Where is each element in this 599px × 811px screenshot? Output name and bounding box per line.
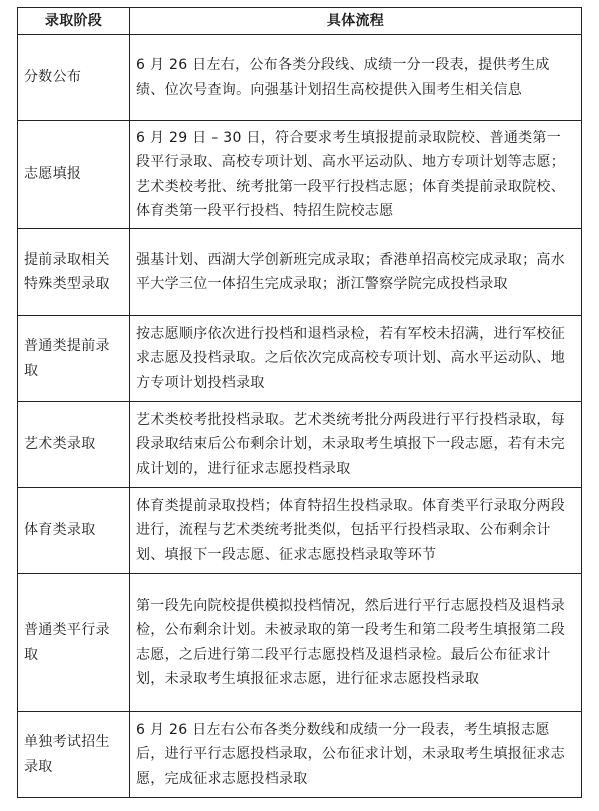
table-row <box>18 488 582 574</box>
table-row <box>18 229 582 316</box>
stage-cell: 普通类平行录取 <box>18 574 130 712</box>
flow-cell: 6 月 29 日 – 30 日，符合要求考生填报提前录取院校、普通类第一段平行录取、高校专项计划、高水平运动队、地方专项计划等志愿；艺术类校考批、统考批第一段平行投档志愿；体育类提前录取院校、体育类第一段平行投档、特招生院校志愿 <box>130 121 582 229</box>
stage-cell: 分数公布 <box>18 35 130 121</box>
stage-cell: 提前录取相关特殊类型录取 <box>18 229 130 316</box>
table-row <box>18 574 582 712</box>
flow-cell: 艺术类校考批投档录取。艺术类统考批分两段进行平行投档录取，每段录取结束后公布剩余计划，未录取考生填报下一段志愿，若有未完成计划的，进行征求志愿投档录取 <box>130 402 582 488</box>
flow-cell: 体育类提前录取投档；体育特招生投档录取。体育类平行录取分两段进行，流程与艺术类统考批类似，包括平行投档录取、公布剩余计划、填报下一段志愿、征求志愿投档录取等环节 <box>130 488 582 574</box>
table-row <box>18 316 582 402</box>
table-row <box>18 35 582 121</box>
stage-cell: 普通类提前录取 <box>18 316 130 402</box>
flow-cell: 6 月 26 日左右，公布各类分段线、成绩一分一段表，提供考生成绩、位次号查询。向强基计划招生高校提供入围考生相关信息 <box>130 35 582 121</box>
table-header-row <box>18 8 582 35</box>
flow-cell: 第一段先向院校提供模拟投档情况，然后进行平行志愿投档及退档录检，公布剩余计划。未被录取的第一段考生和第二段考生填报第二段志愿，之后进行第二段平行志愿投档及退档录检。最后公布征求计划，未录取考生填报征求志愿，进行征求志愿投档录取 <box>130 574 582 712</box>
flow-cell: 强基计划、西湖大学创新班完成录取；香港单招高校完成录取；高水平大学三位一体招生完成录取；浙江警察学院完成投档录取 <box>130 229 582 316</box>
table-row <box>18 712 582 798</box>
header-stage: 录取阶段 <box>18 8 130 35</box>
stage-cell: 志愿填报 <box>18 121 130 229</box>
table-row <box>18 402 582 488</box>
flow-cell: 按志愿顺序依次进行投档和退档录检，若有军校未招满，进行军校征求志愿及投档录取。之后依次完成高校专项计划、高水平运动队、地方专项计划投档录取 <box>130 316 582 402</box>
table-row <box>18 121 582 229</box>
stage-cell: 艺术类录取 <box>18 402 130 488</box>
flow-cell: 6 月 26 日左右公布各类分数线和成绩一分一段表，考生填报志愿后，进行平行志愿投档录取，公布征求计划，未录取考生填报征求志愿，完成征求志愿投档录取 <box>130 712 582 798</box>
stage-cell: 单独考试招生录取 <box>18 712 130 798</box>
admission-process-table <box>17 7 582 798</box>
header-flow: 具体流程 <box>130 8 582 35</box>
stage-cell: 体育类录取 <box>18 488 130 574</box>
